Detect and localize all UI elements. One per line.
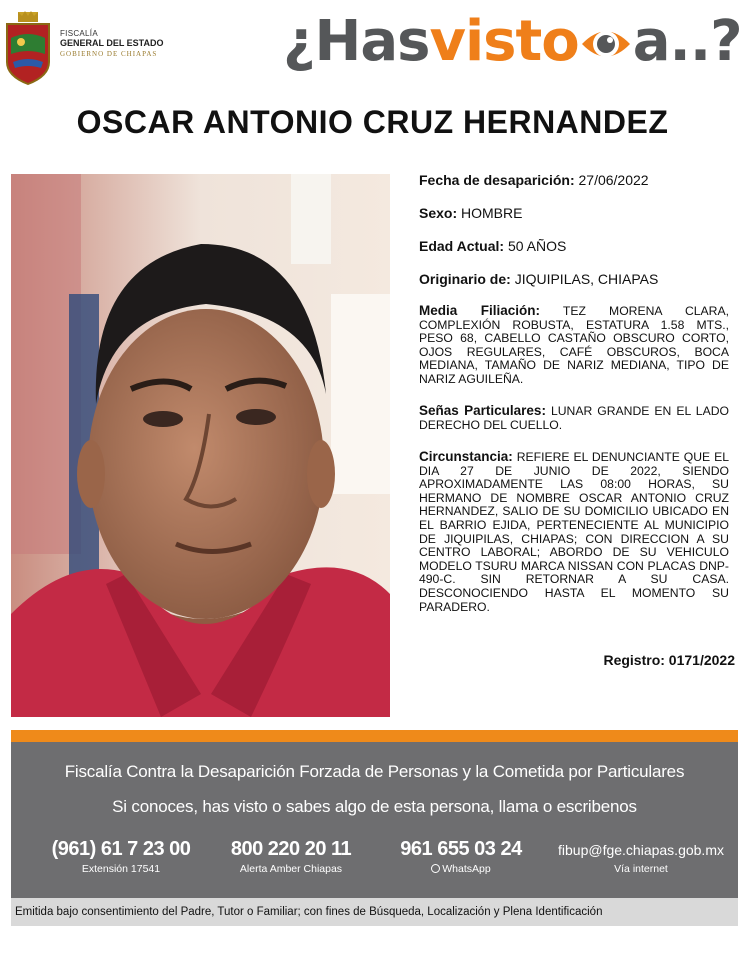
contact-email bbox=[556, 838, 726, 875]
filiacion-value: TEZ MORENA CLARA, COMPLEXIÓN ROBUSTA, ESTATURA 1.58 MTS., PESO 68, CABELLO CASTAÑO OBSCURO CORTO, OJOS REGULARES, CAFÉ OBSCUROS, BOCA MEDIANA, TAMAÑO DE NARIZ MEDIANA, TIPO DE NARIZ AGUILEÑA. bbox=[419, 304, 730, 386]
filiacion-label: Media Filiación: bbox=[419, 303, 540, 318]
institution-line-2: GENERAL DEL ESTADO bbox=[60, 38, 164, 49]
fecha-row bbox=[419, 172, 649, 188]
filiacion-paragraph bbox=[419, 304, 729, 387]
institution-line-1: FISCALÍA bbox=[60, 29, 98, 38]
senas-paragraph bbox=[419, 404, 729, 432]
origen-row bbox=[419, 271, 658, 287]
circunstancia-label: Circunstancia: bbox=[419, 449, 513, 464]
logo-text-visto: visto bbox=[429, 9, 579, 74]
phone-number[interactable]: 800 220 20 11 bbox=[230, 838, 352, 860]
senas-value: LUNAR GRANDE EN EL LADO DERECHO DEL CUELLO. bbox=[419, 404, 729, 432]
person-photo bbox=[11, 174, 390, 717]
contact-phone-1 bbox=[41, 838, 201, 875]
phone-caption: Alerta Amber Chiapas bbox=[239, 863, 343, 875]
edad-row bbox=[419, 238, 566, 254]
contact-phone-2 bbox=[216, 838, 366, 875]
edad-value: 50 AÑOS bbox=[507, 238, 567, 254]
fecha-value: 27/06/2022 bbox=[578, 172, 649, 188]
registro-number: Registro: 0171/2022 bbox=[603, 652, 735, 668]
consent-disclaimer: Emitida bajo consentimiento del Padre, Tutor o Familiar; con fines de Búsqueda, Localización y Plena Identificación bbox=[11, 898, 738, 926]
email-caption: Vía internet bbox=[614, 863, 668, 875]
origen-label: Originario de: bbox=[419, 271, 511, 287]
circunstancia-paragraph bbox=[419, 450, 729, 614]
origen-value: JIQUIPILAS, CHIAPAS bbox=[514, 271, 659, 287]
logo-text-has: ¿Has bbox=[283, 9, 430, 74]
state-seal-logo bbox=[5, 10, 51, 86]
institution-line-3: GOBIERNO DE CHIAPAS bbox=[60, 49, 158, 58]
phone-number[interactable]: (961) 61 7 23 00 bbox=[51, 838, 191, 860]
phone-caption: Extensión 17541 bbox=[81, 863, 161, 875]
senas-label: Señas Particulares: bbox=[419, 403, 546, 418]
logo-text-a: a..? bbox=[632, 9, 742, 74]
whatsapp-caption: WhatsApp bbox=[442, 863, 491, 875]
circunstancia-value: REFIERE EL DENUNCIANTE QUE EL DIA 27 DE JUNIO DE 2022, SIENDO APROXIMADAMENTE LAS 08:00 HORAS, SU HERMANO DE NOMBRE OSCAR ANTONIO CRUZ HERNANDEZ, SALIO DE SU DOMICILIO UBICADO EN EL BARRIO EJIDA, PERTENECIENTE AL MUNICIPIO DE JIQUIPILAS, CHIAPAS; CON DIRECCION A SU CENTRO LABORAL; ABORDO DE SU VEHICULO MODELO TSURU MARCA NISSAN CON PLACAS DNP-490-C. SIN RETORNAR A SU CASA. DESCONOCIENDO HASTA EL MOMENTO SU PARADERO. bbox=[419, 450, 729, 614]
person-name: OSCAR ANTONIO CRUZ HERNANDEZ bbox=[76, 104, 669, 140]
campaign-logo bbox=[283, 6, 742, 78]
footer-subtitle: Si conoces, has visto o sabes algo de esta persona, llama o escribenos bbox=[112, 797, 637, 816]
footer-title: Fiscalía Contra la Desaparición Forzada de Personas y la Cometida por Particulares bbox=[64, 762, 685, 781]
eye-icon bbox=[580, 23, 632, 65]
sexo-label: Sexo: bbox=[419, 205, 458, 221]
sexo-row bbox=[419, 205, 522, 221]
contact-whatsapp bbox=[381, 838, 541, 875]
sexo-value: HOMBRE bbox=[461, 205, 523, 221]
institution-name bbox=[60, 29, 164, 58]
whatsapp-icon bbox=[431, 864, 440, 873]
whatsapp-caption-row bbox=[381, 863, 541, 875]
whatsapp-number[interactable]: 961 655 03 24 bbox=[400, 838, 522, 860]
email-address[interactable]: fibup@fge.chiapas.gob.mx bbox=[558, 842, 724, 858]
orange-divider bbox=[11, 730, 738, 742]
edad-label: Edad Actual: bbox=[419, 238, 505, 254]
contact-footer bbox=[11, 742, 738, 898]
fecha-label: Fecha de desaparición: bbox=[419, 172, 575, 188]
